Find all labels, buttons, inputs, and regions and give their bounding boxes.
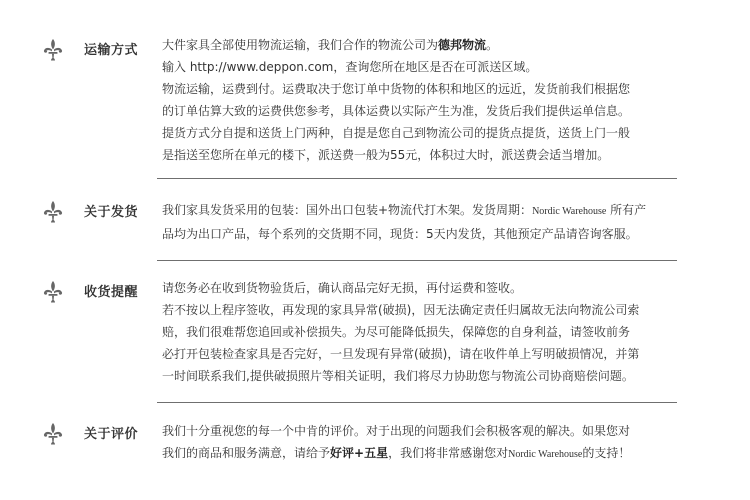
- carrier-name: 德邦物流: [438, 38, 487, 52]
- section-title: 关于评价: [84, 427, 139, 442]
- body-line: 我们家具发货采用的包装：国外出口包装+物流代打木架。发货周期：Nordic Warehouse 所有产: [162, 203, 647, 217]
- section-divider: [157, 402, 677, 403]
- body-line: 若不按以上程序签收，再发现的家具异常(破损)，因无法确定责任归属故无法向物流公司索: [162, 303, 640, 317]
- section-title: 收货提醒: [84, 285, 139, 300]
- body-line: 是指送至您所在单元的楼下，派送费一般为55元，体积过大时，派送费会适当增加。: [162, 148, 610, 162]
- section-body: [162, 420, 682, 466]
- fleur-de-lis-icon: [42, 422, 64, 446]
- store-name: Nordic Warehouse: [508, 449, 583, 460]
- body-line: 大件家具全部使用物流运输，我们合作的物流公司为德邦物流。: [162, 38, 499, 52]
- body-line: 一时间联系我们,提供破损照片等相关证明，我们将尽力协助您与物流公司协商赔偿问题。: [162, 369, 634, 383]
- section-divider: [157, 260, 677, 261]
- body-line: 物流运输，运费到付。运费取决于您订单中货物的体积和地区的远近，发货前我们根据您: [162, 82, 631, 96]
- fleur-de-lis-icon: [42, 38, 64, 62]
- rating-request: 好评+五星: [330, 446, 389, 460]
- section-body: [162, 199, 682, 245]
- body-line: 输入 http://www.deppon.com，查询您所在地区是否在可派送区域。: [162, 60, 538, 74]
- section-title: 关于发货: [84, 205, 139, 220]
- body-line: 我们十分重视您的每一个中肯的评价。对于出现的问题我们会积极客观的解决。如果您对: [162, 424, 631, 438]
- fleur-de-lis-icon: [42, 200, 64, 224]
- fleur-de-lis-icon: [42, 280, 64, 304]
- body-line: 请您务必在收到货物验货后，确认商品完好无损，再付运费和签收。: [162, 281, 523, 295]
- body-line: 品均为出口产品，每个系列的交货期不同，现货：5天内发货，其他预定产品请咨询客服。: [162, 227, 638, 241]
- body-line: 的订单估算大致的运费供您参考，具体运费以实际产生为准，发货后我们提供运单信息。: [162, 104, 631, 118]
- section-body: [162, 277, 682, 387]
- body-line: 我们的商品和服务满意，请给予好评+五星，我们将非常感谢您对Nordic Warehouse的支持！: [162, 446, 631, 460]
- section-title: 运输方式: [84, 43, 139, 58]
- store-name: Nordic Warehouse: [532, 206, 607, 217]
- body-line: 提货方式分自提和送货上门两种，自提是您自己到物流公司的提货点提货，送货上门一般: [162, 126, 631, 140]
- body-line: 必打开包装检查家具是否完好，一旦发现有异常(破损)，请在收件单上写明破损情况，并第: [162, 347, 640, 361]
- section-divider: [157, 178, 677, 179]
- section-body: [162, 34, 682, 166]
- body-line: 赔，我们很难帮您追回或补偿损失。为尽可能降低损失，保障您的自身利益，请签收前务: [162, 325, 631, 339]
